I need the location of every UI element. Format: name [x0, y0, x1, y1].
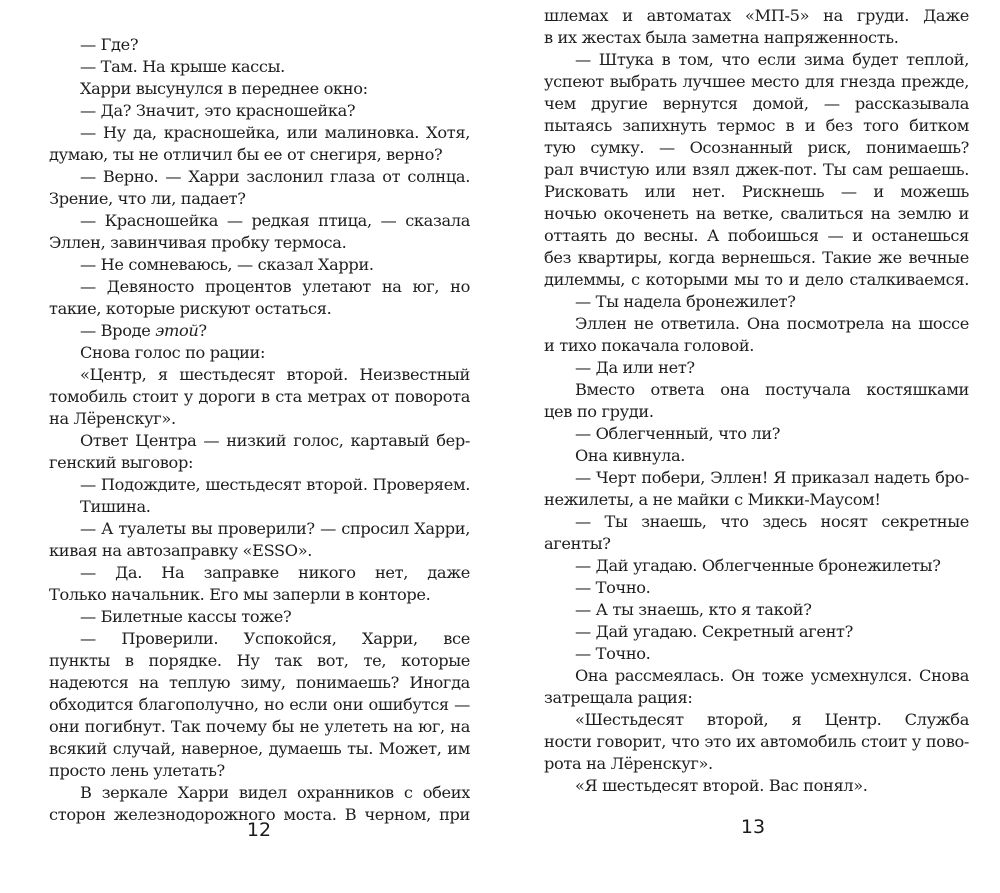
- italic-word: этой: [155, 321, 199, 340]
- text-line-content: шлемах и автоматах «МП-5» на груди. Даже: [544, 6, 969, 25]
- text-line-content: чем другие вернутся домой, — рассказывала: [544, 94, 969, 113]
- text-line-content: — Дай угадаю. Облегченные бронежилеты?: [575, 556, 941, 575]
- text-line-content: Она рассмеялась. Он тоже усмехнулся. Снова: [575, 666, 969, 685]
- text-line: [544, 731, 969, 753]
- text-line: [544, 709, 969, 731]
- text-line: [544, 181, 969, 203]
- text-line: [544, 225, 969, 247]
- text-line: [49, 694, 470, 716]
- text-line-content: они погибнут. Так почему бы не улететь на юг, на: [49, 717, 470, 736]
- text-line: [544, 555, 969, 577]
- text-line: [544, 27, 969, 49]
- text-line: [544, 247, 969, 269]
- text-line: [544, 511, 969, 533]
- text-line: [49, 606, 470, 628]
- text-line: [49, 760, 470, 782]
- text-line-content: Вместо ответа она постучала костяшками: [575, 380, 969, 399]
- text-line-content: — Вроде: [80, 321, 156, 340]
- left-page-text: [49, 34, 470, 826]
- text-line: [49, 232, 470, 254]
- text-line-content: Рисковать или нет. Рискнешь — и можешь: [544, 182, 969, 201]
- text-line-content: В зеркале Харри видел охранников с обеих: [80, 783, 470, 802]
- text-line-content: «Центр, я шестьдесят второй. Неизвестный: [80, 365, 470, 384]
- text-line: [49, 782, 470, 804]
- text-line-content: Она кивнула.: [575, 446, 686, 465]
- text-line-content: — Да? Значит, это красношейка?: [80, 101, 356, 120]
- text-line: [49, 408, 470, 430]
- text-line: [49, 210, 470, 232]
- text-line-content: нежилеты, а не майки с Микки-Маусом!: [544, 490, 881, 509]
- text-line-content: — Точно.: [575, 578, 651, 597]
- text-line: [544, 291, 969, 313]
- text-line: [544, 93, 969, 115]
- text-line: [544, 313, 969, 335]
- text-line: [49, 496, 470, 518]
- text-line-content: думаю, ты не отличил бы ее от снегиря, верно?: [49, 145, 443, 164]
- text-line: [544, 467, 969, 489]
- text-line: [49, 716, 470, 738]
- text-line-content: — Да. На заправке никого нет, даже: [80, 563, 470, 582]
- text-line-content: — Ты надела бронежилет?: [575, 292, 796, 311]
- text-line: [49, 738, 470, 760]
- text-line-content: без квартиры, когда вернешься. Такие же вечные: [544, 248, 969, 267]
- text-line: [49, 276, 470, 298]
- text-line: [544, 753, 969, 775]
- text-line-content: — Да или нет?: [575, 358, 695, 377]
- text-line: [544, 269, 969, 291]
- text-line-content: такие, которые рискуют остаться.: [49, 299, 332, 318]
- text-line-content: затрещала рация:: [544, 688, 693, 707]
- text-line-content: — Облегченный, что ли?: [575, 424, 781, 443]
- text-line-content: — Билетные кассы тоже?: [80, 607, 292, 626]
- text-line-content: — Где?: [80, 35, 139, 54]
- text-line: [49, 386, 470, 408]
- text-line: [49, 34, 470, 56]
- text-line-content: сторон железнодорожного моста. В черном, при: [49, 805, 470, 824]
- text-line: [544, 423, 969, 445]
- text-line: [544, 445, 969, 467]
- text-line: [544, 5, 969, 27]
- text-line-content: Тишина.: [80, 497, 151, 516]
- text-line: [49, 166, 470, 188]
- text-line-content: томобиль стоит у дороги в ста метрах от поворота: [49, 387, 470, 406]
- text-line-content: надеются на теплую зиму, понимаешь? Иногда: [49, 673, 470, 692]
- text-line-content: пункты в порядке. Ну так вот, те, которые: [49, 651, 470, 670]
- text-line: [544, 115, 969, 137]
- text-line-content: Харри высунулся в переднее окно:: [80, 79, 368, 98]
- text-line: [544, 159, 969, 181]
- text-line: [49, 254, 470, 276]
- text-line: [544, 379, 969, 401]
- text-line-content: агенты?: [544, 534, 611, 553]
- text-line: [49, 650, 470, 672]
- text-line: [49, 144, 470, 166]
- text-line: [49, 342, 470, 364]
- text-line: [544, 687, 969, 709]
- text-line: [49, 100, 470, 122]
- text-line-content: Эллен не ответила. Она посмотрела на шоссе: [575, 314, 969, 333]
- text-line: [544, 71, 969, 93]
- text-line-suffix: ?: [198, 321, 207, 340]
- right-page-text: [544, 5, 969, 797]
- text-line: [49, 518, 470, 540]
- page-number-right: 13: [740, 816, 766, 838]
- text-line-content: — Черт побери, Эллен! Я приказал надеть бро-: [575, 468, 969, 487]
- text-line: [49, 452, 470, 474]
- text-line-content: — Проверили. Успокойся, Харри, все: [80, 629, 470, 648]
- text-line: [49, 474, 470, 496]
- text-line-content: рота на Лёренскуг».: [544, 754, 713, 773]
- text-line: [544, 599, 969, 621]
- text-line-content: оттаять до весны. А побоишься — и останешься: [544, 226, 969, 245]
- text-line: [544, 775, 969, 797]
- text-line: [49, 430, 470, 452]
- text-line-content: Зрение, что ли, падает?: [49, 189, 246, 208]
- text-line-content: — Там. На крыше кассы.: [80, 57, 285, 76]
- text-line-content: — Красношейка — редкая птица, — сказала: [80, 211, 470, 230]
- text-line: [49, 78, 470, 100]
- text-line-content: — Точно.: [575, 644, 651, 663]
- text-line-content: — Подождите, шестьдесят второй. Проверяем.: [80, 475, 470, 494]
- text-line: [544, 577, 969, 599]
- text-line: [49, 672, 470, 694]
- text-line-content: — Девяносто процентов улетают на юг, но: [80, 277, 470, 296]
- text-line: [544, 489, 969, 511]
- text-line-content: — Ну да, красношейка, или малиновка. Хотя,: [80, 123, 470, 142]
- text-line-content: «Шестьдесят второй, я Центр. Служба: [575, 710, 969, 729]
- text-line: [49, 122, 470, 144]
- text-line-content: на Лёренскуг».: [49, 409, 176, 428]
- text-line-content: ночью окоченеть на ветке, свалиться на землю и: [544, 204, 969, 223]
- text-line: [49, 540, 470, 562]
- text-line-content: тую сумку. — Осознанный риск, понимаешь?: [544, 138, 969, 157]
- text-line-content: обходится благополучно, но если они ошибутся —: [49, 695, 470, 714]
- text-line: [49, 364, 470, 386]
- text-line: [49, 628, 470, 650]
- text-line-content: Только начальник. Его мы заперли в конторе.: [49, 585, 431, 604]
- text-line-content: цев по груди.: [544, 402, 654, 421]
- text-line: [544, 401, 969, 423]
- text-line: [544, 137, 969, 159]
- text-line: [49, 562, 470, 584]
- text-line-content: — А туалеты вы проверили? — спросил Харри,: [80, 519, 470, 538]
- text-line-content: — А ты знаешь, кто я такой?: [575, 600, 812, 619]
- text-line: [49, 584, 470, 606]
- text-line-content: кивая на автозаправку «ESSO».: [49, 541, 313, 560]
- text-line-content: всякий случай, наверное, думаешь ты. Может, им: [49, 739, 470, 758]
- text-line: [544, 49, 969, 71]
- text-line-content: — Ты знаешь, что здесь носят секретные: [575, 512, 969, 531]
- text-line-content: — Дай угадаю. Секретный агент?: [575, 622, 853, 641]
- text-line: [544, 203, 969, 225]
- text-line: [49, 298, 470, 320]
- text-line: [49, 320, 470, 342]
- text-line-content: — Не сомневаюсь, — сказал Харри.: [80, 255, 374, 274]
- text-line-content: дилеммы, с которыми мы то и дело сталкиваемся.: [544, 270, 969, 289]
- text-line-content: ности говорит, что это их автомобиль стоит у пово-: [544, 732, 969, 751]
- text-line-content: рал вчистую или взял джек-пот. Ты сам решаешь.: [544, 160, 969, 179]
- text-line-content: Ответ Центра — низкий голос, картавый бер-: [80, 431, 470, 450]
- text-line-content: и тихо покачала головой.: [544, 336, 755, 355]
- right-page: [500, 0, 1000, 893]
- text-line-content: Эллен, завинчивая пробку термоса.: [49, 233, 347, 252]
- text-line-content: генский выговор:: [49, 453, 194, 472]
- text-line-content: — Штука в том, что если зима будет теплой,: [575, 50, 969, 69]
- text-line: [544, 335, 969, 357]
- text-line-content: просто лень улетать?: [49, 761, 225, 780]
- text-line: [544, 621, 969, 643]
- text-line-content: «Я шестьдесят второй. Вас понял».: [575, 776, 868, 795]
- text-line: [544, 665, 969, 687]
- text-line-content: пытаясь запихнуть термос в и без того битком: [544, 116, 969, 135]
- text-line: [49, 56, 470, 78]
- text-line-content: успеют выбрать лучшее место для гнезда прежде,: [544, 72, 969, 91]
- text-line-content: Снова голос по рации:: [80, 343, 266, 362]
- text-line: [544, 533, 969, 555]
- text-line-content: в их жестах была заметна напряженность.: [544, 28, 899, 47]
- text-line-content: — Верно. — Харри заслонил глаза от солнца.: [80, 167, 470, 186]
- text-line: [544, 357, 969, 379]
- text-line: [544, 643, 969, 665]
- page-number-left: 12: [246, 819, 272, 841]
- text-line: [49, 188, 470, 210]
